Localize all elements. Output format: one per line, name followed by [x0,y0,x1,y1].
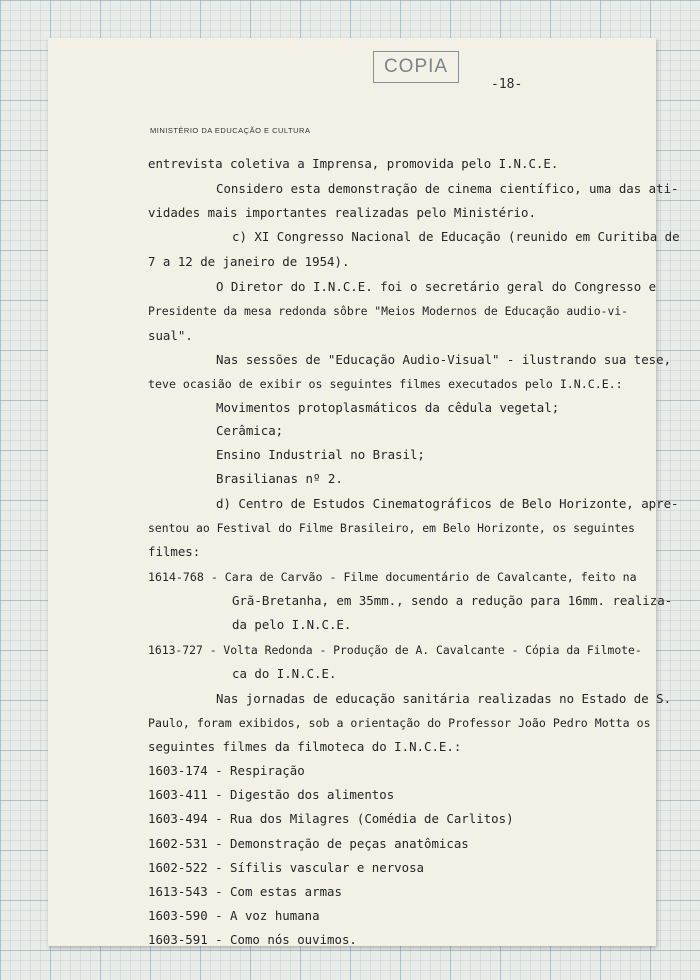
text-line: O Diretor do I.N.C.E. foi o secretário geral do Congresso e [216,279,657,294]
text-line: entrevista coletiva a Imprensa, promovida pelo I.N.C.E. [148,156,559,171]
film-list-item: Ensino Industrial no Brasil; [216,447,425,462]
text-line: ca do I.N.C.E. [232,666,337,681]
film-entry: 1603-174 - Respiração [148,763,305,778]
film-entry: 1603-411 - Digestão dos alimentos [148,787,395,802]
text-line: Nas jornadas de educação sanitária realizadas no Estado de S. [216,691,672,706]
text-line: seguintes filmes da filmoteca do I.N.C.E.: [148,739,462,754]
document-page [48,38,656,946]
film-entry: 1603-494 - Rua dos Milagres (Comédia de Carlitos) [148,811,514,826]
text-line: sentou ao Festival do Filme Brasileiro, em Belo Horizonte, os seguintes [148,521,635,535]
text-line: Grã-Bretanha, em 35mm., sendo a redução para 16mm. realiza- [232,593,673,608]
text-line: vidades mais importantes realizadas pelo Ministério. [148,205,536,220]
ministry-header: MINISTÉRIO DA EDUCAÇÃO E CULTURA [150,126,311,135]
film-list-item: Brasilianas nº 2. [216,471,343,486]
text-line: d) Centro de Estudos Cinematográficos de Belo Horizonte, apre- [216,496,679,511]
film-entry: 1614-768 - Cara de Carvão - Filme documentário de Cavalcante, feito na [148,570,637,584]
film-entry: 1602-531 - Demonstração de peças anatômicas [148,836,469,851]
film-entry: 1603-591 - Como nós ouvimos. [148,932,357,947]
film-entry: 1603-590 - A voz humana [148,908,320,923]
text-line: c) XI Congresso Nacional de Educação (reunido em Curitiba de [232,229,680,244]
copia-stamp: COPIA [373,51,459,83]
text-line: Presidente da mesa redonda sôbre "Meios Modernos de Educação audio-vi- [148,304,629,318]
film-entry: 1613-543 - Com estas armas [148,884,342,899]
text-line: da pelo I.N.C.E. [232,617,352,632]
text-line: Paulo, foram exibidos, sob a orientação do Professor João Pedro Motta os [148,716,651,730]
text-line: sual". [148,328,193,343]
film-list-item: Movimentos protoplasmáticos da cêdula vegetal; [216,400,560,415]
text-line: Nas sessões de "Educação Audio-Visual" - ilustrando sua tese, [216,352,672,367]
text-line: 7 a 12 de janeiro de 1954). [148,254,350,269]
text-line: Considero esta demonstração de cinema científico, uma das ati- [216,181,679,196]
film-entry: 1613-727 - Volta Redonda - Produção de A. Cavalcante - Cópia da Filmote- [148,643,642,657]
film-entry: 1602-522 - Sífilis vascular e nervosa [148,860,425,875]
page-number: -18- [491,77,523,92]
film-list-item: Cerâmica; [216,423,284,438]
text-line: teve ocasião de exibir os seguintes filmes executados pelo I.N.C.E.: [148,377,623,391]
text-line: filmes: [148,544,201,559]
